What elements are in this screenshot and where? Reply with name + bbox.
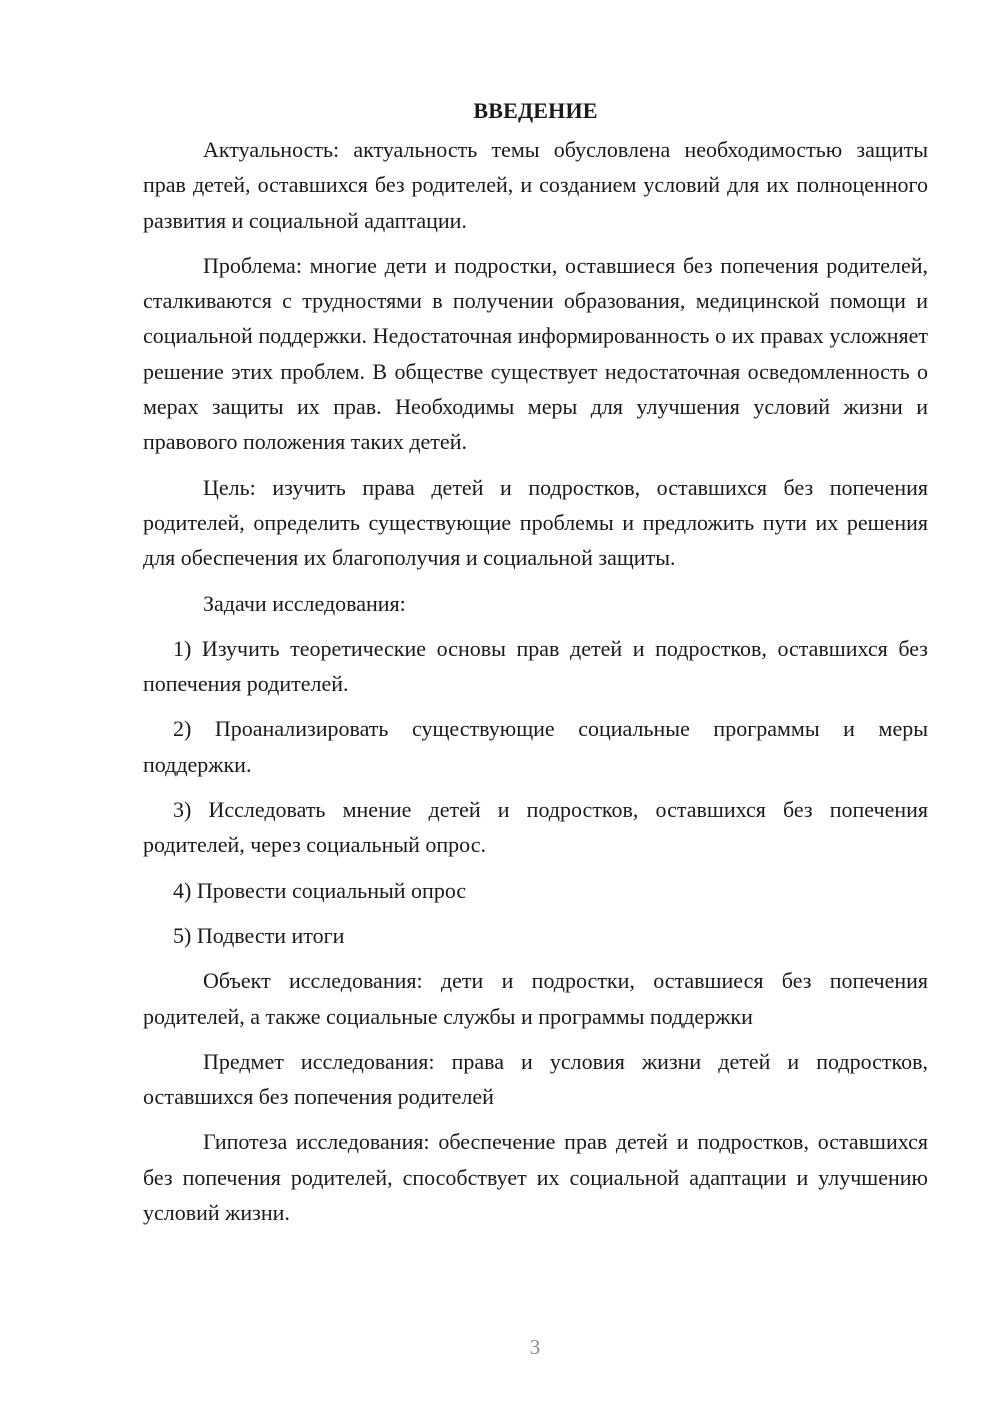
paragraph-problem: Проблема: многие дети и подростки, оставшиеся без попечения родителей, сталкиваются с трудностями в получении образования, медицинской помощи и социальной поддержки. Недостаточная информированность о их правах усложняет решение этих проблем. В обществе существует недостаточная осведомленность о мерах защиты их прав. Необходимы меры для улучшения условий жизни и правового положения таких детей.	[143, 252, 928, 455]
page-number: 3	[529, 1335, 541, 1359]
task-item-4: 4) Провести социальный опрос	[173, 877, 467, 903]
task-item-3: 3) Исследовать мнение детей и подростков, оставшихся без попечения родителей, через социальный опрос.	[143, 797, 928, 858]
paragraph-relevance: Актуальность: актуальность темы обусловлена необходимостью защиты прав детей, оставшихся без родителей, и созданием условий для их полноценного развития и социальной адаптации.	[143, 137, 928, 233]
paragraph-object: Объект исследования: дети и подростки, оставшиеся без попечения родителей, а также социальные службы и программы поддержки	[143, 968, 928, 1029]
section-title: ВВЕДЕНИЕ	[473, 98, 598, 123]
paragraph-subject: Предмет исследования: права и условия жизни детей и подростков, оставшихся без попечения родителей	[143, 1048, 928, 1110]
task-item-5: 5) Подвести итоги	[173, 922, 345, 948]
paragraph-goal: Цель: изучить права детей и подростков, оставшихся без попечения родителей, определить существующие проблемы и предложить пути их решения для обеспечения их благополучия и социальной защиты.	[143, 474, 928, 571]
task-item-1: 1) Изучить теоретические основы прав детей и подростков, оставшихся без попечения родителей.	[143, 635, 928, 697]
task-item-2: 2) Проанализировать существующие социальные программы и меры поддержки.	[143, 716, 928, 777]
document-page	[143, 94, 928, 1240]
paragraph-tasks-heading: Задачи исследования:	[203, 590, 406, 616]
paragraph-hypothesis: Гипотеза исследования: обеспечение прав детей и подростков, оставшихся без попечения родителей, способствует их социальной адаптации и улучшению условий жизни.	[143, 1129, 928, 1226]
